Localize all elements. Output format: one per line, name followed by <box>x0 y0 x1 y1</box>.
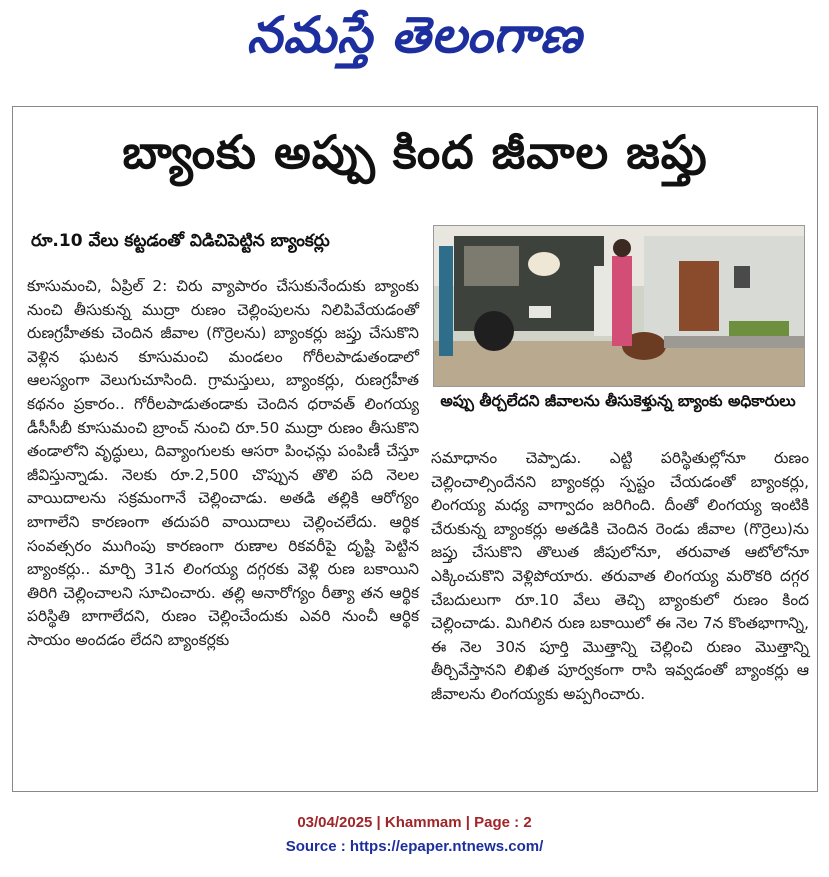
photo-illustration <box>434 226 804 386</box>
article-subheadline: రూ.10 వేలు కట్టడంతో విడిచిపెట్టిన బ్యాంకర్లు <box>31 231 330 251</box>
article-column-2: సమాధానం చెప్పాడు. ఎట్టి పరిస్థితుల్లోనూ రుణం చెల్లించాల్సిందేనని బ్యాంకర్లు స్పష్టం చేయడంతో బ్యాంకర్లు, లింగయ్య మధ్య వాగ్వాదం జరిగింది. దీంతో లింగయ్య ఇంటికి చేరుకున్న బ్యాంకర్లు అతడికి చెందిన రెండు జీవాల (గొర్రెలు)ను జప్తు చేసుకొని తొలుత జీపులోనూ, తరువాత ఆటోలోనూ ఎక్కించుకొని వెళ్లిపోయారు. తరువాత లింగయ్య మరొకరి దగ్గర చేబదులుగా రూ.10 వేలు తెచ్చి బ్యాంకులో రుణం కింద చెల్లించాడు. మిగిలిన రుణ బకాయిలో ఈ నెల 7న కొంతభాగాన్ని, ఈ నెల 30న పూర్తి మొత్తాన్ని చెల్లించి రుణం మొత్తాన్ని తీర్చివేస్తానని లిఖిత పూర్వకంగా రాసి ఇవ్వడంతో బ్యాంకర్లు ఆ జీవాలను లింగయ్యకు అప్పగించారు. <box>431 449 809 703</box>
news-clipping <box>12 106 818 792</box>
masthead-title: నమస్తే తెలంగాణ <box>246 6 583 64</box>
photo-caption: అప్పు తీర్చలేదని జీవాలను తీసుకెళ్తున్న బ్యాంకు అధికారులు <box>440 392 796 410</box>
article-column-1: కూసుమంచి, ఏప్రిల్ 2: చిరు వ్యాపారం చేసుకునేందుకు బ్యాంకు నుంచి తీసుకున్న ముద్రా రుణం చెల్లింపులను నిలిపివేయడంతో రుణగ్రహీతకు చెందిన జీవాల (గొర్రెలను) బ్యాంకర్లు జప్తు చేసుకొని వెళ్లిన ఘటన కూసుమంచి మండలం గోరీలపాడుతండాలో ఆలస్యంగా వెలుగుచూసింది. గ్రామస్తులు, బ్యాంకర్లు, రుణగ్రహీత కథనం ప్రకారం.. గోరీలపాడుతండాకు చెందిన ధరావత్ లింగయ్య డీసీసీబీ కూసుమంచి బ్రాంచ్ నుంచి రూ.50 ముద్రా రుణం తీసుకొని తండాలోని వృద్ధులు, దివ్యాంగులకు ఆసరా పింఛన్లు పంపిణీ చేస్తూ జీవిస్తున్నాడు. నెలకు రూ.2,500 చొప్పున తొలి పది నెలల వాయిదాలను సక్రమంగానే చెల్లించాడు. అతడి తల్లికి ఆరోగ్యం బాగాలేని కారణంగా తదుపరి వాయిదాలు చెల్లించలేదు. ఆర్థిక సంవత్సరం ముగింపు కారణంగా రుణాల రికవరీపై దృష్టి పెట్టిన బ్యాంకర్లు.. మార్చి 31న లింగయ్య దగ్గరకు వెళ్లి రుణ బకాయిని తిరిగి చెల్లించాలని సూచించారు. తల్లి అనారోగ్యం రీత్యా తన ఆర్థిక పరిస్థితి బాగాలేదని, రుణం చెల్లించేందుకు ఎవరి నుంచీ ఆర్థిక సాయం అందడం లేదని బ్యాంకర్లకు <box>27 277 419 649</box>
article-headline: బ్యాంకు అప్పు కింద జీవాల జప్తు <box>122 125 708 179</box>
article-photo <box>433 225 805 387</box>
footer-source: Source : https://epaper.ntnews.com/ <box>285 838 544 855</box>
masthead <box>0 6 829 72</box>
footer-date-page: 03/04/2025 | Khammam | Page : 2 <box>297 814 532 831</box>
